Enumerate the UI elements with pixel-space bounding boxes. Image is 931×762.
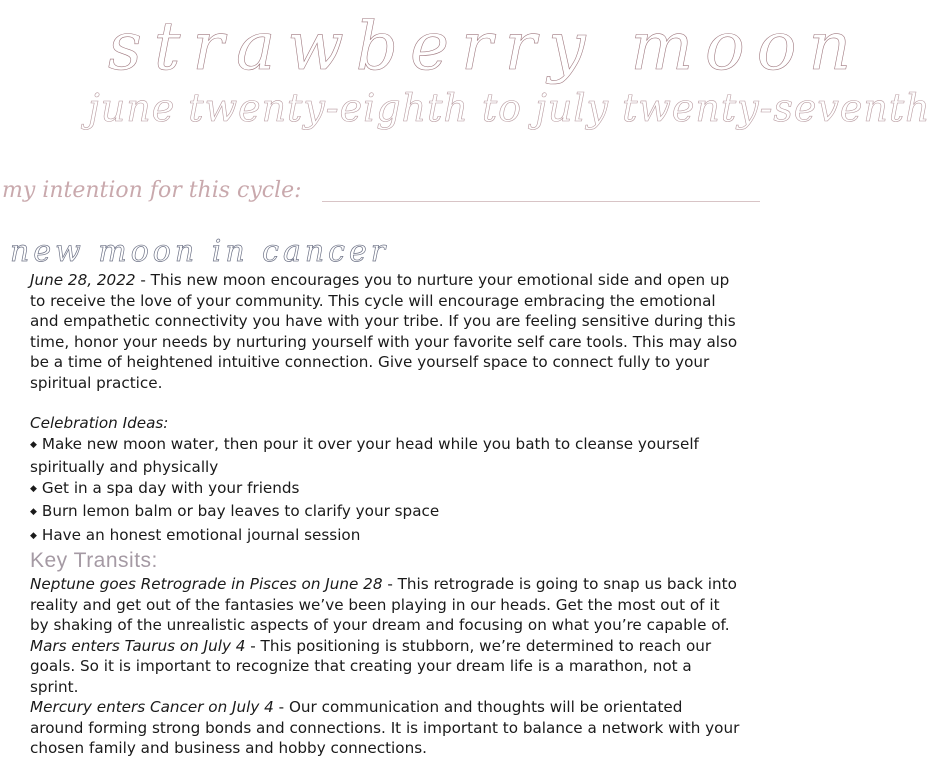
date-range-subtitle: june twenty-eighth to july twenty-seventh: [88, 86, 931, 130]
transit-name: Mercury enters Cancer on July 4: [30, 698, 274, 716]
new-moon-date: June 28, 2022: [30, 271, 136, 289]
celebration-idea: ◆ Get in a spa day with your friends: [30, 478, 740, 502]
transit-item: [30, 636, 740, 698]
new-moon-title: new moon in cancer: [10, 234, 390, 269]
main-content: [30, 270, 740, 759]
transit-text: - This retrograde is going to snap us back into reality and get out of the fantasies we’ve been playing in our heads. Get the most out of it by shaking of the unrealistic aspects of your dream and focusing on what you’re capable of.: [30, 575, 737, 634]
transit-item: [30, 574, 740, 636]
transit-name: Mars enters Taurus on July 4: [30, 636, 246, 655]
intention-label: my intention for this cycle:: [2, 178, 302, 203]
page-title: strawberry moon: [108, 8, 864, 85]
transit-text: - Our communication and thoughts will be orientated around forming strong bonds and connections. It is important to balance a network with your chosen family and business and hobby connections.: [30, 698, 740, 757]
celebration-idea: ◆ Have an honest emotional journal session: [30, 525, 740, 549]
celebration-idea: ◆ Burn lemon balm or bay leaves to clarify your space: [30, 501, 740, 525]
intention-writing-line: [322, 201, 760, 202]
new-moon-paragraph: [30, 270, 740, 393]
transit-item: [30, 697, 740, 759]
celebration-label: Celebration Ideas:: [30, 414, 169, 432]
new-moon-description: - This new moon encourages you to nurture your emotional side and open up to receive the love of your community. This cycle will encourage embracing the emotional and empathetic connectivity you have with your tribe. If you are feeling sensitive during this time, honor your needs by nurturing yourself with your favorite self care tools. This may also be a time of heightened intuitive connection. Give yourself space to connect fully to your spiritual practice.: [30, 271, 738, 392]
transit-text: - This positioning is stubborn, we’re determined to reach our goals. So it is important to recognize that creating your dream life is a marathon, not a sprint.: [30, 636, 712, 696]
transit-name: Neptune goes Retrograde in Pisces on June 28: [30, 575, 383, 593]
key-transits-title: Key Transits:: [30, 549, 158, 572]
celebration-idea: ◆ Make new moon water, then pour it over your head while you bath to cleanse yourself spiritually and physically: [30, 434, 740, 478]
